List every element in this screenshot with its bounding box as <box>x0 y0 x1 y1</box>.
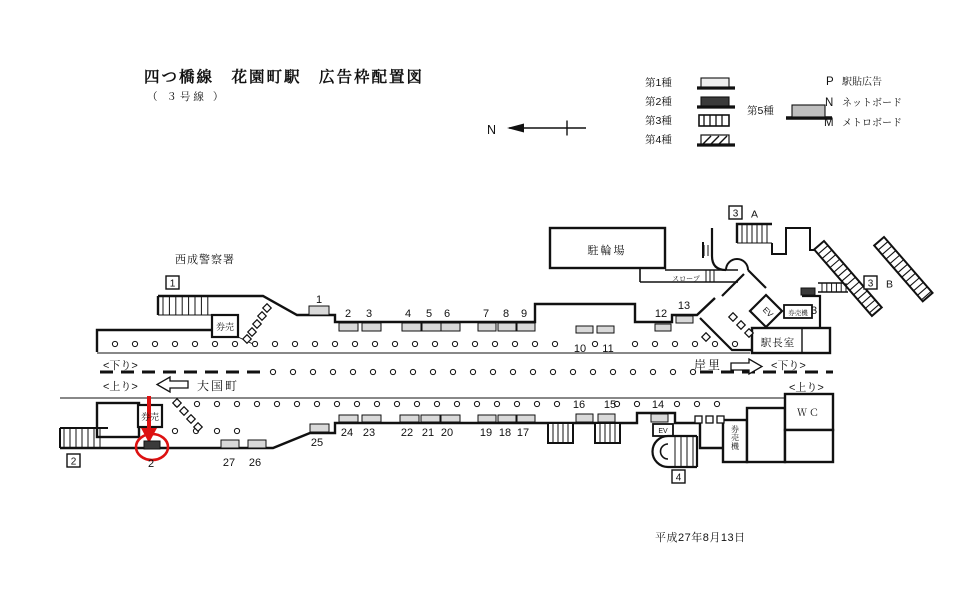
pillar <box>290 369 295 374</box>
ad-box-9 <box>517 323 535 331</box>
ad-slot-2 <box>339 308 358 331</box>
ad-number-8: 8 <box>502 308 510 320</box>
ad-number-22: 22 <box>400 427 414 439</box>
ad-slot-22 <box>400 415 419 439</box>
ad-box-15 <box>598 414 615 422</box>
pillar <box>214 401 219 406</box>
pillar <box>372 341 377 346</box>
pillar <box>412 341 417 346</box>
ad-box-27 <box>221 440 239 448</box>
ticket-machine-tall-label: 券売機 <box>731 425 739 451</box>
ev-small-label: EV <box>658 428 668 435</box>
pillar <box>450 369 455 374</box>
pillar <box>634 401 639 406</box>
ad-slot-7 <box>478 308 496 331</box>
fare-gate-icon <box>180 407 188 415</box>
ad-box-12 <box>655 324 671 331</box>
ad-box-22 <box>400 415 419 422</box>
compass-arrowhead-icon <box>507 124 524 133</box>
pillar <box>692 341 697 346</box>
pillar <box>352 341 357 346</box>
ad-number-4: 4 <box>404 308 412 320</box>
fare-gate-icon <box>737 321 745 329</box>
ad-slot-8 <box>498 308 516 331</box>
pillar <box>392 341 397 346</box>
dir-down-left-label: <下り> <box>103 360 138 372</box>
ad-slot-4 <box>402 308 421 331</box>
ad-slot-6 <box>441 308 460 331</box>
legend-type4-label: 第4種 <box>645 134 672 146</box>
ad-box-2 <box>339 323 358 331</box>
pillar <box>314 401 319 406</box>
compass-north-arrow <box>487 121 586 138</box>
ad-number-1: 1 <box>315 294 323 306</box>
pillar <box>234 401 239 406</box>
fare-gate-icon <box>258 312 266 320</box>
ad-slot-15 <box>598 399 616 422</box>
legend-type2-label: 第2種 <box>645 96 672 108</box>
pillar <box>554 401 559 406</box>
ad-box-5 <box>422 323 441 331</box>
pillar <box>370 369 375 374</box>
pillar <box>294 401 299 406</box>
pillar <box>512 341 517 346</box>
fare-gate-icon <box>243 335 251 343</box>
pillar <box>374 401 379 406</box>
ad-number-6: 6 <box>443 308 451 320</box>
fare-gate-icon <box>263 304 271 312</box>
daikokucho-direction-arrow-icon <box>157 377 188 392</box>
ad-number-2: 2 <box>147 458 155 470</box>
pillar <box>194 401 199 406</box>
pillar <box>674 401 679 406</box>
page-title: 四つ橋線 花園町駅 広告枠配置図 <box>144 69 425 86</box>
pillar <box>232 341 237 346</box>
ev-diamond-label: EV <box>760 305 775 320</box>
pillar <box>192 341 197 346</box>
station-office-label: 駅長室 <box>760 337 796 349</box>
pillar <box>454 401 459 406</box>
exit-suffix: B <box>886 278 894 291</box>
exit-number: 3 <box>732 208 739 220</box>
ad-slot-1 <box>309 294 329 315</box>
pillar <box>432 341 437 346</box>
pillar <box>492 341 497 346</box>
pillar <box>474 401 479 406</box>
legend-code-n: N <box>825 97 834 109</box>
pillar <box>712 341 717 346</box>
legend-type3-label: 第3種 <box>645 115 672 127</box>
pillar <box>354 401 359 406</box>
ad-number-10: 10 <box>573 343 587 355</box>
police-station-label: 西成警察署 <box>175 254 235 266</box>
ad-box-19 <box>478 415 496 422</box>
ad-box-7 <box>478 323 496 331</box>
ad-box-25 <box>310 424 329 432</box>
ad-number-21: 21 <box>421 427 435 439</box>
ad-number-16: 16 <box>572 399 586 411</box>
fare-gate-icon <box>248 328 256 336</box>
ad-positions <box>144 288 817 470</box>
ad-number-11: 11 <box>602 343 614 355</box>
fare-gate-icon <box>173 399 181 407</box>
pillar <box>534 401 539 406</box>
legend-type3-swatch-icon <box>699 115 729 126</box>
pillar <box>410 369 415 374</box>
ad-slot-2 <box>144 441 160 470</box>
ad-box-23 <box>362 415 381 422</box>
exit-box-3B <box>864 276 893 291</box>
exit-number: 2 <box>70 456 77 468</box>
bicycle-parking-label: 駐輪場 <box>587 245 627 257</box>
exit-number: 3 <box>867 278 874 290</box>
pillar <box>332 341 337 346</box>
exit-suffix: A <box>751 208 759 221</box>
ad-slot-24 <box>339 415 358 439</box>
pillar <box>672 341 677 346</box>
ad-number-15: 15 <box>603 399 617 411</box>
ticket-sales-bottom-label: 券売 <box>140 412 160 422</box>
pillar <box>334 401 339 406</box>
ad-slot-11 <box>597 326 614 355</box>
fare-gate-icon <box>729 313 737 321</box>
pillar <box>254 401 259 406</box>
pillar <box>510 369 515 374</box>
legend-type5-label: 第5種 <box>747 105 774 117</box>
pillar <box>570 369 575 374</box>
fare-gate-icon <box>187 415 195 423</box>
ad-slot-9 <box>517 308 535 331</box>
pillar <box>270 369 275 374</box>
ad-number-9: 9 <box>520 308 528 320</box>
ad-box-2 <box>144 441 160 449</box>
exit-number: 1 <box>169 278 176 290</box>
exit-box-4 <box>672 470 685 484</box>
pillar <box>430 369 435 374</box>
pillar <box>112 341 117 346</box>
ad-number-27: 27 <box>222 457 236 469</box>
pillar <box>394 401 399 406</box>
exit-box-3A <box>729 206 758 221</box>
pillar <box>532 341 537 346</box>
legend <box>645 75 902 146</box>
ad-box-16 <box>576 414 593 422</box>
pillar <box>272 341 277 346</box>
revision-date: 平成27年8月13日 <box>655 532 746 544</box>
pillar <box>310 369 315 374</box>
ad-number-24: 24 <box>340 427 354 439</box>
ad-box-26 <box>248 440 266 448</box>
pillar <box>732 341 737 346</box>
pillar <box>650 369 655 374</box>
legend-code-p: P <box>826 76 834 88</box>
ad-box-20 <box>441 415 460 422</box>
stair-band-3b-right <box>874 237 932 301</box>
pillar <box>252 341 257 346</box>
kishinosato-label: 岸里 <box>694 358 723 372</box>
pillar <box>630 369 635 374</box>
exit-number: 4 <box>675 472 682 484</box>
legend-code-m: M <box>824 117 834 129</box>
ad-slot-20 <box>441 415 460 439</box>
pillar <box>610 369 615 374</box>
ad-slot-18 <box>498 415 516 439</box>
pillar <box>452 341 457 346</box>
ad-slot-21 <box>421 415 440 439</box>
ad-number-23: 23 <box>362 427 376 439</box>
pillar <box>214 428 219 433</box>
ad-number-3: 3 <box>810 305 818 317</box>
ad-slot-26 <box>248 440 266 469</box>
legend-type2-swatch-icon <box>697 97 735 107</box>
ad-number-26: 26 <box>248 457 262 469</box>
legend-code-m-label: メトロボード <box>842 118 902 129</box>
pillar <box>172 428 177 433</box>
ad-box-6 <box>441 323 460 331</box>
ad-slot-16 <box>573 399 593 422</box>
ad-number-12: 12 <box>654 308 668 320</box>
ad-slot-17 <box>517 415 535 439</box>
pillar <box>434 401 439 406</box>
dir-down-right-label: <下り> <box>771 360 806 372</box>
pillar <box>350 369 355 374</box>
ad-box-1 <box>309 306 329 315</box>
pillar <box>470 369 475 374</box>
ad-number-19: 19 <box>479 427 493 439</box>
ad-box-3 <box>362 323 381 331</box>
ad-number-2: 2 <box>344 308 352 320</box>
daikokucho-label: 大国町 <box>197 379 240 393</box>
ad-box-11 <box>597 326 614 333</box>
pillar <box>514 401 519 406</box>
legend-type1-swatch-icon <box>697 78 735 88</box>
ad-slot-19 <box>478 415 496 439</box>
ad-number-17: 17 <box>516 427 530 439</box>
ad-box-18 <box>498 415 516 422</box>
pillar <box>530 369 535 374</box>
pillar <box>312 341 317 346</box>
ad-box-24 <box>339 415 358 422</box>
ad-slot-27 <box>221 440 239 469</box>
ad-box-10 <box>576 326 593 333</box>
dir-up-left-label: <上り> <box>103 381 138 393</box>
legend-code-p-label: 駅貼広告 <box>842 77 882 88</box>
pillar <box>330 369 335 374</box>
ad-number-18: 18 <box>498 427 512 439</box>
ad-slot-13 <box>676 300 693 323</box>
pillar <box>274 401 279 406</box>
pillar <box>390 369 395 374</box>
dir-up-right-label: <上り> <box>789 382 824 394</box>
pillar <box>592 341 597 346</box>
ad-number-14: 14 <box>651 399 665 411</box>
ad-slot-5 <box>422 308 441 331</box>
legend-type4-swatch-icon <box>697 135 735 145</box>
wc-label: ＷＣ <box>797 408 821 419</box>
pillar <box>652 341 657 346</box>
compass-label: N <box>487 123 497 137</box>
ad-box-14 <box>651 414 668 422</box>
pillar <box>694 401 699 406</box>
pillar <box>152 341 157 346</box>
ticket-machine-small-label: 券売機 <box>788 310 808 317</box>
exit-box-2 <box>67 454 80 468</box>
ad-box-17 <box>517 415 535 422</box>
slope-label: スロープ <box>672 276 700 283</box>
ad-slot-23 <box>362 415 381 439</box>
pillar <box>472 341 477 346</box>
pillar <box>414 401 419 406</box>
pillar <box>132 341 137 346</box>
pillar <box>172 341 177 346</box>
ad-slot-12 <box>655 308 671 331</box>
ad-number-20: 20 <box>440 427 454 439</box>
ad-slot-25 <box>310 424 329 449</box>
page-subtitle: （ ３号線 ） <box>147 91 227 103</box>
ad-number-25: 25 <box>310 437 324 449</box>
ad-number-13: 13 <box>677 300 691 312</box>
ad-slot-3 <box>362 308 381 331</box>
pillar <box>552 341 557 346</box>
ad-box-13 <box>676 316 693 323</box>
ad-number-5: 5 <box>425 308 433 320</box>
pillar <box>234 428 239 433</box>
ad-box-3 <box>801 288 815 295</box>
ad-box-21 <box>421 415 440 422</box>
pillar <box>212 341 217 346</box>
pillar <box>670 369 675 374</box>
ad-box-4 <box>402 323 421 331</box>
fare-gate-icon <box>702 333 710 341</box>
ad-slot-14 <box>651 399 668 422</box>
pillar <box>632 341 637 346</box>
legend-type1-label: 第1種 <box>645 77 672 89</box>
fare-gate-icon <box>253 320 261 328</box>
exit-box-1 <box>166 276 179 290</box>
pillar <box>714 401 719 406</box>
pillar <box>550 369 555 374</box>
pillar <box>494 401 499 406</box>
ad-number-7: 7 <box>482 308 490 320</box>
ad-slot-10 <box>574 326 593 355</box>
ticket-sales-top-label: 券売 <box>215 322 235 332</box>
legend-code-n-label: ネットボード <box>842 98 902 109</box>
pillar <box>490 369 495 374</box>
ad-number-3: 3 <box>365 308 373 320</box>
pillar <box>292 341 297 346</box>
pillar <box>590 369 595 374</box>
ad-box-8 <box>498 323 516 331</box>
